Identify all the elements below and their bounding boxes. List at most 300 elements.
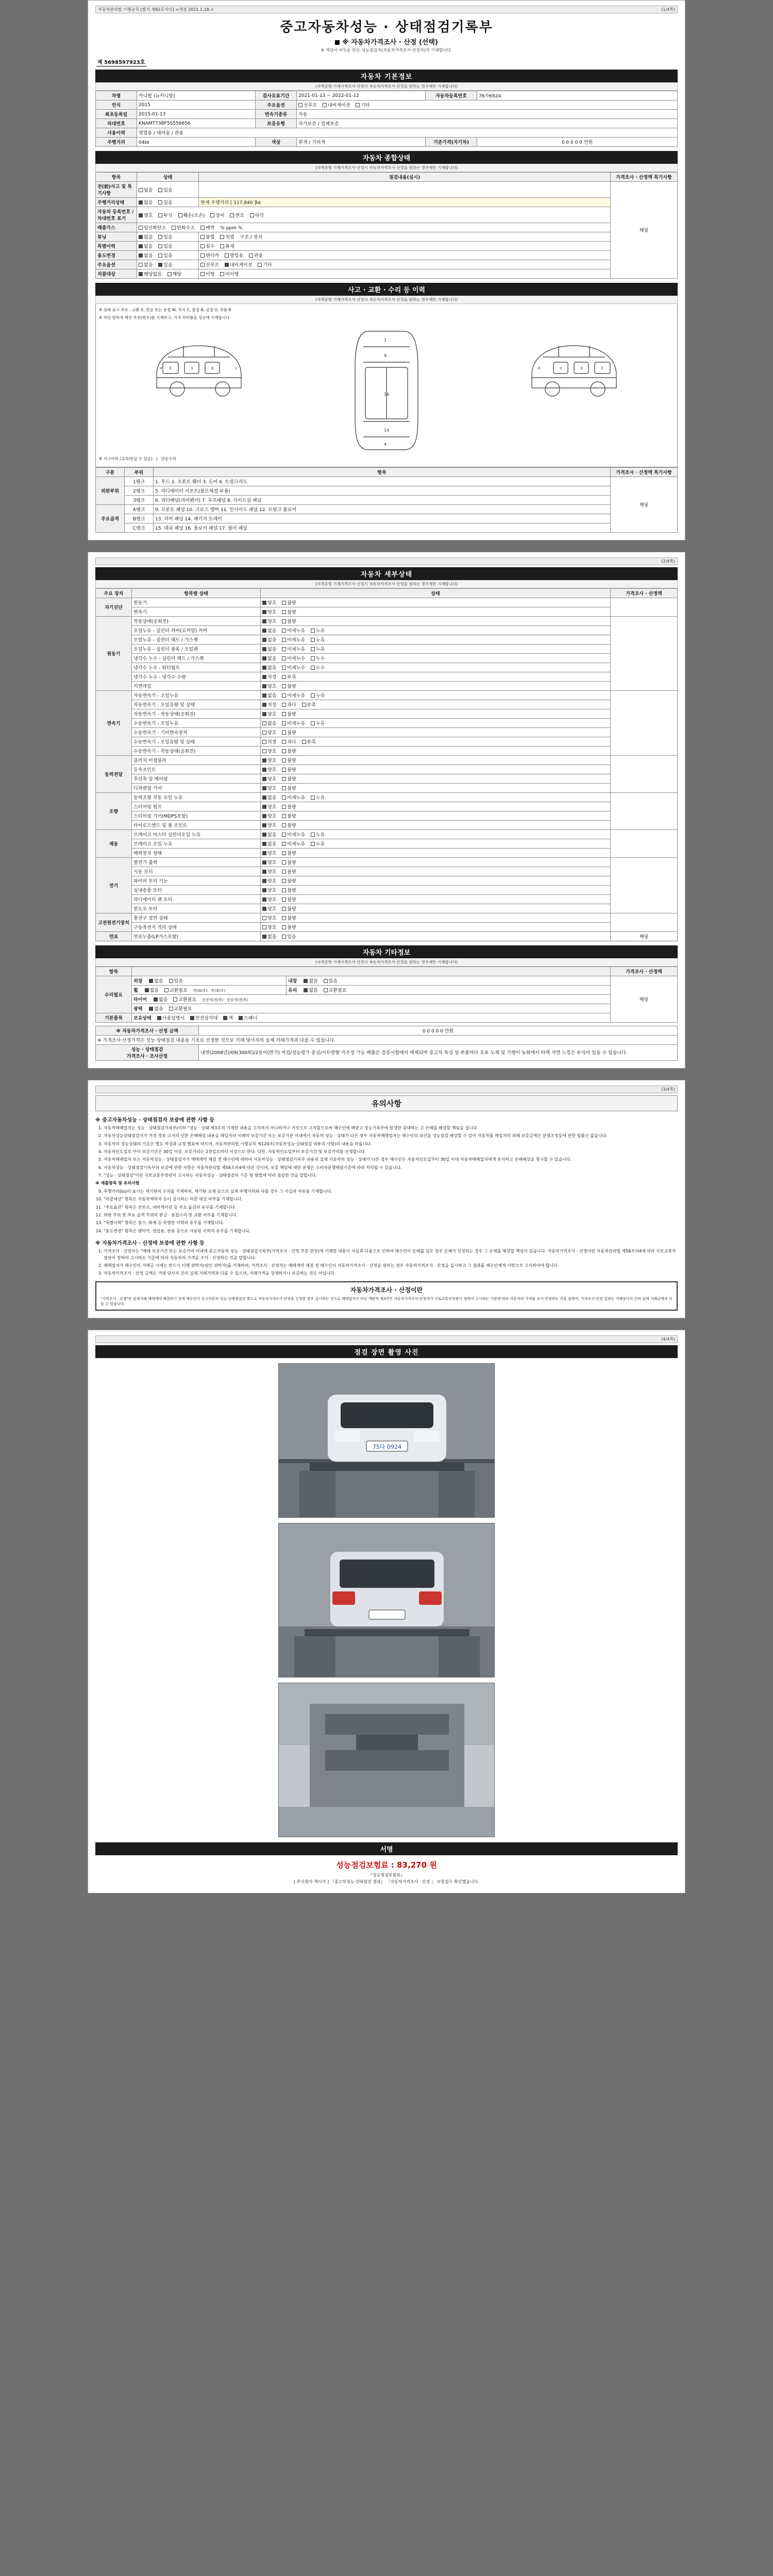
opt-none[interactable]: 없음 bbox=[149, 1005, 163, 1012]
opt-bad[interactable]: 불량 bbox=[282, 748, 296, 754]
opt-good[interactable]: 양호 bbox=[262, 914, 276, 921]
checkbox-icon[interactable] bbox=[262, 768, 266, 772]
checkbox-icon[interactable] bbox=[262, 675, 266, 679]
opt-good[interactable]: 양호 bbox=[262, 766, 276, 773]
checkbox-icon[interactable] bbox=[282, 740, 286, 744]
checkbox-icon[interactable] bbox=[225, 263, 229, 267]
opt-smoke[interactable]: 매연 bbox=[200, 224, 214, 231]
opt-bad[interactable]: 불량 bbox=[282, 877, 296, 884]
opt-bad[interactable]: 불량 bbox=[282, 683, 296, 689]
checkbox-icon[interactable] bbox=[262, 656, 266, 660]
checkbox-icon[interactable] bbox=[282, 656, 286, 660]
checkbox-icon[interactable] bbox=[262, 758, 266, 762]
checkbox-icon[interactable] bbox=[302, 703, 306, 707]
opt-bad[interactable]: 불량 bbox=[282, 887, 296, 893]
opt-commercial[interactable]: 영업용 bbox=[225, 252, 243, 259]
item-coolant-head: 냉각수 누수 - 실린더 헤드 / 가스켓 bbox=[132, 653, 261, 663]
checkbox-icon[interactable] bbox=[262, 610, 266, 614]
checkbox-icon[interactable] bbox=[282, 814, 286, 818]
opt-none[interactable]: 없음 bbox=[262, 794, 276, 801]
opt-yes[interactable]: 있음 bbox=[158, 252, 172, 259]
opt-rental[interactable]: 렌터카 bbox=[200, 252, 219, 259]
checkbox-icon[interactable] bbox=[282, 693, 286, 698]
checkbox-icon[interactable] bbox=[282, 647, 286, 651]
opt-slight[interactable]: 미세누수 bbox=[282, 664, 305, 671]
opt-bad[interactable]: 불량 bbox=[282, 729, 296, 736]
opt-leak[interactable]: 누수 bbox=[311, 655, 325, 662]
checkbox-icon[interactable] bbox=[311, 647, 315, 651]
checkbox-icon[interactable] bbox=[158, 263, 162, 267]
row-state-options bbox=[137, 260, 199, 269]
opt-none[interactable]: 없음 bbox=[304, 987, 317, 993]
checkbox-icon[interactable] bbox=[262, 684, 266, 688]
svg-text:9: 9 bbox=[383, 353, 387, 358]
checkbox-icon[interactable] bbox=[262, 693, 266, 698]
opt-yes[interactable]: 있음 bbox=[158, 233, 172, 240]
checkbox-icon[interactable] bbox=[311, 638, 315, 642]
checkbox-icon[interactable] bbox=[302, 740, 306, 744]
opt-etc[interactable]: 기타 bbox=[356, 101, 369, 108]
opt-illegal[interactable]: 불법 bbox=[200, 233, 214, 240]
checkbox-icon[interactable] bbox=[223, 1016, 227, 1020]
checkbox-icon[interactable] bbox=[282, 925, 286, 929]
checkbox-icon[interactable] bbox=[172, 226, 176, 230]
checkbox-icon[interactable] bbox=[169, 979, 173, 983]
checkbox-icon[interactable] bbox=[323, 103, 327, 107]
table-header-row bbox=[96, 467, 678, 477]
checkbox-icon[interactable] bbox=[311, 721, 315, 725]
opt-leak[interactable]: 누유 bbox=[311, 627, 325, 634]
checkbox-icon[interactable] bbox=[200, 244, 205, 248]
opt-replace[interactable]: 교환필요 bbox=[164, 987, 188, 993]
opt-manual[interactable]: 사용설명서 bbox=[157, 1014, 184, 1021]
checkbox-icon[interactable] bbox=[282, 823, 286, 827]
checkbox-icon[interactable] bbox=[282, 833, 286, 837]
checkbox-icon[interactable] bbox=[262, 601, 266, 605]
opt-leak[interactable]: 누수 bbox=[311, 664, 325, 671]
opt-none[interactable]: 없음 bbox=[262, 636, 276, 643]
checkbox-icon[interactable] bbox=[262, 842, 266, 846]
checkbox-icon[interactable] bbox=[262, 795, 266, 800]
opt-applicable[interactable]: 해당 bbox=[167, 270, 181, 277]
group-high-voltage: 고전원전기장치 bbox=[96, 913, 132, 931]
opt-none[interactable]: 없음 bbox=[139, 252, 153, 259]
opt-good[interactable]: 양호 bbox=[262, 859, 276, 866]
opt-good[interactable]: 양호 bbox=[262, 775, 276, 782]
opt-replace[interactable]: 교환필요 bbox=[173, 996, 196, 1003]
checkbox-icon[interactable] bbox=[158, 200, 162, 205]
checkbox-icon[interactable] bbox=[158, 188, 162, 192]
checkbox-icon[interactable] bbox=[139, 272, 143, 276]
opt-bad[interactable]: 불량 bbox=[282, 757, 296, 764]
opt-good[interactable]: 양호 bbox=[262, 748, 276, 754]
checkbox-icon[interactable] bbox=[304, 988, 308, 992]
opt-yes[interactable]: 있음 bbox=[158, 187, 172, 193]
opt-none[interactable]: 없음 bbox=[154, 996, 167, 1003]
opt-leak[interactable]: 누유 bbox=[311, 692, 325, 699]
opt-leak[interactable]: 누유 bbox=[311, 831, 325, 838]
checkbox-icon[interactable] bbox=[262, 619, 266, 623]
opt-leak[interactable]: 누유 bbox=[311, 720, 325, 726]
checkbox-icon[interactable] bbox=[262, 860, 266, 865]
opt-yes[interactable]: 있음 bbox=[158, 261, 172, 268]
item-wiper-motor: 와이퍼 모터 기능 bbox=[132, 876, 261, 885]
checkbox-icon[interactable] bbox=[154, 997, 158, 1002]
opt-leak[interactable]: 누유 bbox=[311, 636, 325, 643]
checkbox-icon[interactable] bbox=[158, 253, 162, 258]
table-row bbox=[96, 885, 678, 894]
checkbox-icon[interactable] bbox=[262, 703, 266, 707]
opt-bad[interactable]: 불량 bbox=[282, 868, 296, 875]
table-row bbox=[96, 783, 678, 792]
opt-leak[interactable]: 누유 bbox=[311, 840, 325, 847]
opt-bad[interactable]: 불량 bbox=[282, 766, 296, 773]
opt-slight[interactable]: 미세누유 bbox=[282, 831, 305, 838]
svg-text:14: 14 bbox=[383, 428, 390, 433]
opt-bad[interactable]: 불량 bbox=[282, 710, 296, 717]
checkbox-icon[interactable] bbox=[262, 749, 266, 753]
opt-adequate[interactable]: 적정 bbox=[262, 701, 276, 708]
checkbox-icon[interactable] bbox=[282, 712, 286, 716]
checkbox-icon[interactable] bbox=[173, 997, 177, 1002]
opt-bad[interactable]: 불량 bbox=[282, 850, 296, 856]
opt-good[interactable]: 양호 bbox=[262, 608, 276, 615]
checkbox-icon[interactable] bbox=[262, 647, 266, 651]
checkbox-icon[interactable] bbox=[262, 851, 266, 855]
opt-good[interactable]: 양호 bbox=[262, 618, 276, 624]
opt-leak[interactable]: 누유 bbox=[311, 794, 325, 801]
checkbox-icon[interactable] bbox=[230, 213, 234, 217]
opt-co[interactable]: 일산화탄소 bbox=[139, 224, 166, 231]
checkbox-icon[interactable] bbox=[139, 244, 143, 248]
opt-jack[interactable]: 잭 bbox=[223, 1014, 233, 1021]
checkbox-icon[interactable] bbox=[282, 749, 286, 753]
checkbox-icon[interactable] bbox=[167, 272, 172, 276]
checkbox-icon[interactable] bbox=[139, 226, 143, 230]
checkbox-icon[interactable] bbox=[139, 253, 143, 258]
opt-good[interactable]: 양호 bbox=[262, 887, 276, 893]
opt-good[interactable]: 양호 bbox=[262, 896, 276, 903]
opt-good[interactable]: 양호 bbox=[262, 710, 276, 717]
opt-modified[interactable]: 변조 bbox=[230, 212, 244, 218]
opt-none[interactable]: 없음 bbox=[262, 692, 276, 699]
checkbox-icon[interactable] bbox=[282, 601, 286, 605]
opt-government[interactable]: 관용 bbox=[249, 252, 263, 259]
opt-fire[interactable]: 화재 bbox=[220, 243, 234, 249]
checkbox-icon[interactable] bbox=[282, 860, 286, 865]
checkbox-icon[interactable] bbox=[139, 188, 143, 192]
opt-bad[interactable]: 불량 bbox=[282, 859, 296, 866]
checkbox-icon[interactable] bbox=[356, 103, 360, 107]
checkbox-icon[interactable] bbox=[158, 244, 162, 248]
opt-insufficient[interactable]: 부족 bbox=[302, 701, 316, 708]
opt-none[interactable]: 없음 bbox=[262, 646, 276, 652]
opt-bad[interactable]: 불량 bbox=[282, 924, 296, 930]
opt-etc[interactable]: 기타 bbox=[258, 261, 272, 268]
checkbox-icon[interactable] bbox=[282, 758, 286, 762]
checkbox-icon[interactable] bbox=[282, 897, 286, 902]
opt-none[interactable]: 없음 bbox=[262, 655, 276, 662]
opt-slight[interactable]: 미세누유 bbox=[282, 646, 305, 652]
opt-legal[interactable]: 적법 bbox=[220, 233, 234, 240]
table-row bbox=[96, 894, 678, 904]
opt-adequate[interactable]: 적정 bbox=[262, 738, 276, 745]
checkbox-icon[interactable] bbox=[282, 907, 286, 911]
opt-insufficient[interactable]: 부족 bbox=[302, 738, 316, 745]
checkbox-icon[interactable] bbox=[262, 823, 266, 827]
opt-yes[interactable]: 있음 bbox=[158, 243, 172, 249]
checkbox-icon[interactable] bbox=[149, 979, 153, 983]
opt-bad[interactable]: 불량 bbox=[282, 822, 296, 828]
opt-nav[interactable]: 내비게이션 bbox=[323, 101, 350, 108]
opt-triangle[interactable]: 안전삼각대 bbox=[190, 1014, 217, 1021]
label-exterior: 외장 bbox=[133, 978, 143, 984]
opt-sunroof[interactable]: 선루프 bbox=[200, 261, 219, 268]
opt-done[interactable]: 이행 bbox=[200, 270, 214, 277]
checkbox-icon[interactable] bbox=[262, 833, 266, 837]
row-state-usage bbox=[137, 251, 199, 260]
checkbox-icon[interactable] bbox=[282, 786, 286, 790]
checkbox-icon[interactable] bbox=[311, 842, 315, 846]
opt-nav[interactable]: 내비게이션 bbox=[225, 261, 252, 268]
checkbox-icon[interactable] bbox=[262, 786, 266, 790]
opt-good[interactable]: 양호 bbox=[262, 868, 276, 875]
checkbox-icon[interactable] bbox=[220, 272, 224, 276]
checkbox-icon[interactable] bbox=[262, 629, 266, 633]
checkbox-icon[interactable] bbox=[282, 888, 286, 892]
checkbox-icon[interactable] bbox=[282, 851, 286, 855]
opt-none[interactable]: 없음 bbox=[262, 720, 276, 726]
opt-yes[interactable]: 있음 bbox=[158, 199, 172, 206]
checkbox-icon[interactable] bbox=[262, 935, 266, 939]
opt-bad[interactable]: 불량 bbox=[282, 775, 296, 782]
list-item: 10. "리콜대상" 항목은 자동차제작자 등이 실시하는 리콜 대상 여부를 기재합니다. bbox=[104, 1196, 678, 1202]
checkbox-icon[interactable] bbox=[262, 879, 266, 883]
opt-good[interactable]: 양호 bbox=[262, 812, 276, 819]
opt-good[interactable]: 양호 bbox=[262, 683, 276, 689]
checkbox-icon[interactable] bbox=[164, 988, 169, 992]
opt-good[interactable]: 양호 bbox=[262, 905, 276, 912]
checkbox-icon[interactable] bbox=[282, 610, 286, 614]
opt-good[interactable]: 양호 bbox=[262, 757, 276, 764]
checkbox-icon[interactable] bbox=[282, 629, 286, 633]
opt-none[interactable]: 없음 bbox=[262, 840, 276, 847]
checkbox-icon[interactable] bbox=[262, 805, 266, 809]
opt-bad[interactable]: 불량 bbox=[282, 896, 296, 903]
checkbox-icon[interactable] bbox=[157, 1016, 161, 1020]
checkbox-icon[interactable] bbox=[262, 897, 266, 902]
opt-different[interactable]: 상이 bbox=[210, 212, 224, 218]
opt-stamp[interactable]: 타각 bbox=[250, 212, 264, 218]
opt-na[interactable]: 해당없음 bbox=[139, 270, 162, 277]
opt-damage[interactable]: 훼손(오손) bbox=[178, 212, 205, 218]
checkbox-icon[interactable] bbox=[324, 979, 328, 983]
opt-none[interactable]: 없음 bbox=[262, 933, 276, 940]
opt-bad[interactable]: 불량 bbox=[282, 608, 296, 615]
checkbox-icon[interactable] bbox=[169, 1007, 173, 1011]
opt-none[interactable]: 없음 bbox=[145, 987, 159, 993]
opt-none[interactable]: 없음 bbox=[139, 187, 153, 193]
opt-yes[interactable]: 있음 bbox=[169, 977, 183, 984]
checkbox-icon[interactable] bbox=[139, 213, 143, 217]
checkbox-icon[interactable] bbox=[249, 253, 253, 258]
opt-none[interactable]: 없음 bbox=[262, 664, 276, 671]
opt-yes[interactable]: 있음 bbox=[282, 933, 296, 940]
checkbox-icon[interactable] bbox=[200, 253, 205, 258]
checkbox-icon[interactable] bbox=[282, 916, 286, 920]
opt-none[interactable]: 없음 bbox=[139, 199, 153, 206]
checkbox-icon[interactable] bbox=[282, 684, 286, 688]
opt-none[interactable]: 없음 bbox=[139, 261, 153, 268]
checkbox-icon[interactable] bbox=[262, 740, 266, 744]
checkbox-icon[interactable] bbox=[139, 200, 143, 205]
opt-replace[interactable]: 교환필요 bbox=[169, 1005, 192, 1012]
svg-text:3: 3 bbox=[559, 366, 562, 370]
checkbox-icon[interactable] bbox=[210, 213, 214, 217]
checkbox-icon[interactable] bbox=[311, 629, 315, 633]
opt-slight[interactable]: 미세누유 bbox=[282, 794, 305, 801]
checkbox-icon[interactable] bbox=[282, 675, 286, 679]
checkbox-icon[interactable] bbox=[145, 988, 149, 992]
opt-slight[interactable]: 미세누유 bbox=[282, 840, 305, 847]
opt-bad[interactable]: 불량 bbox=[282, 599, 296, 606]
opt-excess[interactable]: 과다 bbox=[282, 738, 296, 745]
label-plate: 자동차등록번호 bbox=[426, 91, 477, 100]
checkbox-icon[interactable] bbox=[262, 888, 266, 892]
opt-slight[interactable]: 미세누유 bbox=[282, 692, 305, 699]
checkbox-icon[interactable] bbox=[190, 1016, 194, 1020]
checkbox-icon[interactable] bbox=[311, 833, 315, 837]
checkbox-icon[interactable] bbox=[262, 777, 266, 781]
checkbox-icon[interactable] bbox=[282, 842, 286, 846]
opt-adequate[interactable]: 적정 bbox=[262, 673, 276, 680]
opt-none[interactable]: 없음 bbox=[139, 233, 153, 240]
checkbox-icon[interactable] bbox=[200, 263, 205, 267]
checkbox-icon[interactable] bbox=[262, 666, 266, 670]
opt-insufficient[interactable]: 부족 bbox=[282, 673, 296, 680]
checkbox-icon[interactable] bbox=[139, 235, 143, 239]
checkbox-icon[interactable] bbox=[262, 721, 266, 725]
checkbox-icon[interactable] bbox=[262, 925, 266, 929]
checkbox-icon[interactable] bbox=[258, 263, 262, 267]
checkbox-icon[interactable] bbox=[311, 666, 315, 670]
opt-bad[interactable]: 불량 bbox=[282, 905, 296, 912]
opt-slight[interactable]: 미세누유 bbox=[282, 627, 305, 634]
checkbox-icon[interactable] bbox=[262, 916, 266, 920]
opt-none[interactable]: 없음 bbox=[262, 831, 276, 838]
checkbox-icon[interactable] bbox=[262, 814, 266, 818]
checkbox-icon[interactable] bbox=[139, 263, 143, 267]
opt-yes[interactable]: 있음 bbox=[324, 977, 338, 984]
opt-bad[interactable]: 불량 bbox=[282, 618, 296, 624]
checkbox-icon[interactable] bbox=[324, 988, 328, 992]
opt-replace[interactable]: 교환필요 bbox=[324, 987, 347, 993]
checkbox-icon[interactable] bbox=[311, 656, 315, 660]
checkbox-icon[interactable] bbox=[262, 870, 266, 874]
checkbox-icon[interactable] bbox=[282, 638, 286, 642]
opt-flood[interactable]: 침수 bbox=[200, 243, 214, 249]
checkbox-icon[interactable] bbox=[282, 768, 286, 772]
checkbox-icon[interactable] bbox=[262, 907, 266, 911]
opt-bad[interactable]: 불량 bbox=[282, 785, 296, 791]
checkbox-icon[interactable] bbox=[298, 103, 303, 107]
checkbox-icon[interactable] bbox=[200, 235, 205, 239]
checkbox-icon[interactable] bbox=[282, 935, 286, 939]
opt-good[interactable]: 양호 bbox=[139, 212, 153, 218]
opt-slight[interactable]: 미세누수 bbox=[282, 655, 305, 662]
opt-good[interactable]: 양호 bbox=[262, 803, 276, 810]
opt-slight[interactable]: 미세누유 bbox=[282, 720, 305, 726]
opt-corrosion[interactable]: 부식 bbox=[158, 212, 172, 218]
opt-bad[interactable]: 불량 bbox=[282, 803, 296, 810]
opt-excess[interactable]: 과다 bbox=[282, 701, 296, 708]
checkbox-icon[interactable] bbox=[158, 213, 162, 217]
checkbox-icon[interactable] bbox=[200, 226, 205, 230]
opt-notdone[interactable]: 미이행 bbox=[220, 270, 239, 277]
checkbox-icon[interactable] bbox=[311, 795, 315, 800]
opt-bad[interactable]: 불량 bbox=[282, 812, 296, 819]
opt-good[interactable]: 양호 bbox=[262, 729, 276, 736]
checkbox-icon[interactable] bbox=[282, 879, 286, 883]
opt-sunroof[interactable]: 선루프 bbox=[298, 101, 317, 108]
th-other-price: 가격조사 · 산정액 bbox=[611, 967, 678, 976]
checkbox-icon[interactable] bbox=[282, 721, 286, 725]
opt-slight[interactable]: 미세누유 bbox=[282, 636, 305, 643]
item-cv-joint: 등속조인트 bbox=[132, 765, 261, 774]
checkbox-icon[interactable] bbox=[220, 244, 224, 248]
checkbox-icon[interactable] bbox=[282, 666, 286, 670]
checkbox-icon[interactable] bbox=[282, 870, 286, 874]
checkbox-icon[interactable] bbox=[282, 619, 286, 623]
opt-none[interactable]: 없음 bbox=[304, 977, 317, 984]
opt-bad[interactable]: 불량 bbox=[282, 914, 296, 921]
checkbox-icon[interactable] bbox=[220, 235, 224, 239]
cell-wheel bbox=[132, 985, 287, 994]
checkbox-icon[interactable] bbox=[262, 731, 266, 735]
checkbox-icon[interactable] bbox=[304, 979, 308, 983]
opt-good[interactable]: 양호 bbox=[262, 924, 276, 930]
opt-spanner[interactable]: 스패너 bbox=[239, 1014, 257, 1021]
opt-good[interactable]: 양호 bbox=[262, 785, 276, 791]
opt-good[interactable]: 양호 bbox=[262, 599, 276, 606]
opt-none[interactable]: 없음 bbox=[262, 627, 276, 634]
checkbox-icon[interactable] bbox=[149, 1007, 153, 1011]
checkbox-icon[interactable] bbox=[225, 253, 229, 258]
checkbox-icon[interactable] bbox=[282, 805, 286, 809]
checkbox-icon[interactable] bbox=[282, 795, 286, 800]
checkbox-icon[interactable] bbox=[178, 213, 182, 217]
diagram-legend-1: ※ 상태 표시 부호 : 교환 X, 판금 또는 용접 W, 부식 C, 흠집 A, 굴절 U, 부품 B bbox=[99, 308, 231, 312]
opt-good[interactable]: 양호 bbox=[262, 850, 276, 856]
opt-good[interactable]: 양호 bbox=[262, 877, 276, 884]
checkbox-icon[interactable] bbox=[262, 712, 266, 716]
opt-leak[interactable]: 누유 bbox=[311, 646, 325, 652]
checkbox-icon[interactable] bbox=[282, 777, 286, 781]
checkbox-icon[interactable] bbox=[262, 638, 266, 642]
checkbox-icon[interactable] bbox=[282, 703, 286, 707]
opt-good[interactable]: 양호 bbox=[262, 822, 276, 828]
checkbox-icon[interactable] bbox=[250, 213, 254, 217]
opt-none[interactable]: 없음 bbox=[149, 977, 163, 984]
item-mt-oil-level: 수동변속기 - 오일유량 및 상태 bbox=[132, 737, 261, 746]
opt-none[interactable]: 없음 bbox=[139, 243, 153, 249]
checkbox-icon[interactable] bbox=[282, 731, 286, 735]
checkbox-icon[interactable] bbox=[239, 1016, 243, 1020]
opt-hc[interactable]: 탄화수소 bbox=[172, 224, 195, 231]
checkbox-icon[interactable] bbox=[311, 693, 315, 698]
checkbox-icon[interactable] bbox=[200, 272, 205, 276]
checkbox-icon[interactable] bbox=[158, 235, 162, 239]
